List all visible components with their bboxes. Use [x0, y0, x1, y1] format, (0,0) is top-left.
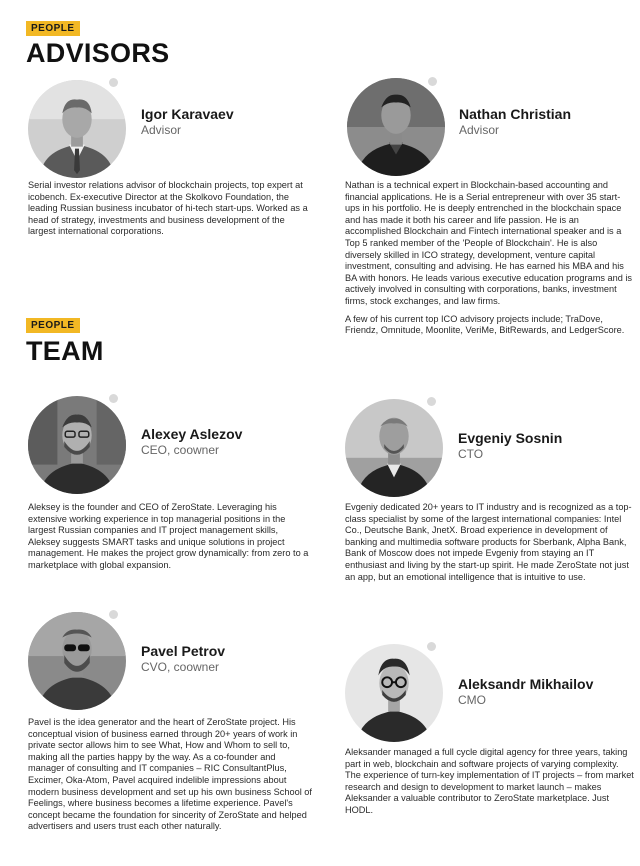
- avatar-igor-karavaev: [28, 80, 126, 178]
- advisor-role: Advisor: [141, 123, 182, 137]
- avatar-aleksandr-mikhailov: [345, 644, 443, 742]
- team-member-role: CMO: [458, 693, 486, 707]
- bio-paragraph: A few of his current top ICO advisory projects include; TraDove, Friendz, Omnitude, Moonlite, VeriMe, BitRewards, and LedgerScore.: [345, 313, 625, 336]
- bio-paragraph: Serial investor relations advisor of blockchain projects, top expert at icobench. Ex-executive Director at the Skolkovo Foundation, the leading Russian business incubator of hi-tech start-ups. Worked as a head of strategy, investments and business development of the largest international corporations.: [28, 180, 308, 237]
- person-silhouette-icon: [28, 612, 126, 710]
- person-silhouette-icon: [345, 399, 443, 497]
- advisors-section-tag: PEOPLE: [26, 21, 80, 36]
- decor-dot: [427, 397, 436, 406]
- decor-dot: [427, 642, 436, 651]
- team-member-name: Alexey Aslezov: [141, 426, 243, 442]
- avatar-evgeniy-sosnin: [345, 399, 443, 497]
- team-member-bio: [28, 717, 312, 833]
- advisor-name: Igor Karavaev: [141, 106, 234, 122]
- bio-paragraph: Nathan is a technical expert in Blockchain-based accounting and financial applications. He is a Serial entrepreneur with over 35 start-ups in his portfolio. He is deeply entrenched in the blockchain space and has made it both his career and life passion. He is an accomplished Blockchain and Fintech international speaker and is a Top 5 ranked member of the 'People of Blockchain'. He is also diversely skilled in ICO strategy, development, venture capital investment, consulting and advising. He has earned his MBA and his BA with honors. He leads various executive education programs and is actively involved in consulting with corporations, banks, investment firms, stock exchanges, and law firms.: [345, 180, 633, 306]
- team-member-name: Pavel Petrov: [141, 643, 226, 659]
- person-silhouette-icon: [345, 644, 443, 742]
- team-member-role: CEO, coowner: [141, 443, 220, 457]
- bio-paragraph: Aleksander managed a full cycle digital agency for three years, taking part in web, blockchain and software projects of varying complexity. The experience of turn-key implementation of IT projects – from market research and design to development to market launch – makes Aleksander a valuable contributor to ZeroState marketplace. Just HODL.: [345, 747, 634, 815]
- decor-dot: [109, 610, 118, 619]
- advisor-bio: [345, 180, 635, 337]
- team-section-title: TEAM: [26, 336, 104, 366]
- bio-paragraph: Evgeniy dedicated 20+ years to IT industry and is recognized as a top-class specialist by some of the largest international companies: Intel Co., Deutsche Bank, JnetX. Broad experience in development of banking and multimedia software products for Sberbank, Alpha Bank, Bank of Moscow does not impede Evgeniy from staying an IT enthusiast and living by the start-up spirit. He made ZeroState not just an app, but an emotional intelligence that is intuitive to use.: [345, 502, 632, 582]
- decor-dot: [428, 77, 437, 86]
- team-member-bio: [28, 502, 310, 572]
- team-member-name: Aleksandr Mikhailov: [458, 676, 594, 692]
- team-member-role: CTO: [458, 447, 484, 461]
- decor-dot: [109, 394, 118, 403]
- person-silhouette-icon: [28, 396, 126, 494]
- person-silhouette-icon: [347, 78, 445, 176]
- advisor-name: Nathan Christian: [459, 106, 572, 122]
- advisor-bio: [28, 180, 310, 238]
- avatar-nathan-christian: [347, 78, 445, 176]
- avatar-pavel-petrov: [28, 612, 126, 710]
- advisor-role: Advisor: [459, 123, 500, 137]
- team-member-bio: [345, 747, 635, 817]
- team-member-name: Evgeniy Sosnin: [458, 430, 563, 446]
- avatar-alexey-aslezov: [28, 396, 126, 494]
- person-silhouette-icon: [28, 80, 126, 178]
- bio-paragraph: Pavel is the idea generator and the heart of ZeroState project. His conceptual vision of business earned through 20+ years of work in private sector allows him to see What, How and Whom to sell to, making all the parties happy by the way. As a co-founder and manager of consulting and IT companies – RIC ConsultantPlus, Excimer, Oka-Atom, Pavel acquired indelible impressions about modern business development and set up his own business School of Feelings, where business becomes a lifetime experience. Pavel's concept became the foundation for sincerity of ZeroState and helped advertisers and users trust each other naturally.: [28, 717, 312, 832]
- team-section-tag: PEOPLE: [26, 318, 80, 333]
- team-member-bio: [345, 502, 635, 583]
- decor-dot: [109, 78, 118, 87]
- bio-paragraph: Aleksey is the founder and CEO of ZeroState. Leveraging his extensive working experience in top managerial positions in the largest Russian companies and IT project management skills, Aleksey suggests SMART tasks and unique solutions in project management. He makes the project grow dynamically: from zero to a marketplace with global expansion.: [28, 502, 309, 570]
- advisors-section-title: ADVISORS: [26, 38, 170, 68]
- team-member-role: CVO, coowner: [141, 660, 220, 674]
